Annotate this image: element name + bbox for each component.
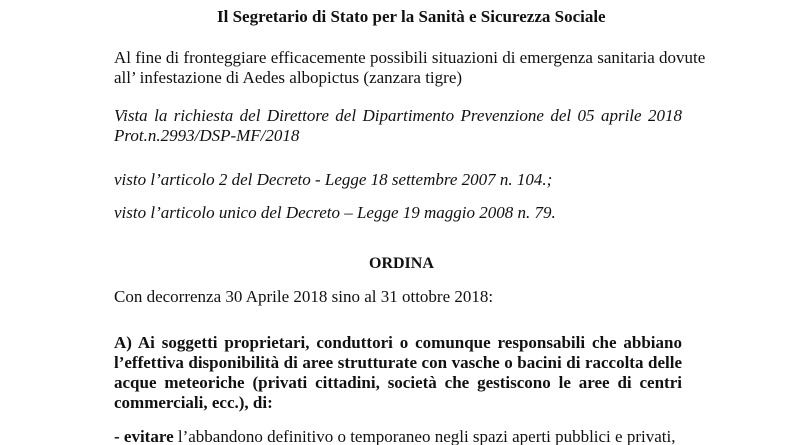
intro-line-1: Al fine di fronteggiare efficacemente possibili situazioni di emergenza sanitaria dovute	[114, 48, 706, 67]
section-heading: ORDINA	[369, 255, 434, 272]
bullet-marker: - evitare	[114, 427, 174, 445]
intro-line-2: all’ infestazione di Aedes albopictus (zanzara tigre)	[114, 68, 463, 87]
visto-line-1: visto l’articolo 2 del Decreto - Legge 18 settembre 2007 n. 104.;	[114, 170, 553, 189]
section-a-line-3: acque meteoriche (privati cittadini, società che gestiscono le aree di centri	[114, 373, 682, 392]
vista-line-1: Vista la richiesta del Direttore del Dipartimento Prevenzione del 05 aprile 2018	[114, 106, 682, 125]
bullet-line	[114, 428, 675, 445]
section-a-line-1: A) Ai soggetti proprietari, conduttori o comunque responsabili che abbiano	[114, 333, 682, 352]
document-title: Il Segretario di Stato per la Sanità e Sicurezza Sociale	[217, 7, 606, 26]
vista-line-2: Prot.n.2993/DSP-MF/2018	[114, 126, 300, 145]
section-a-line-2: l’effettiva disponibilità di aree strutturate con vasche o bacini di raccolta delle	[114, 353, 682, 372]
bullet-text: l’abbandono definitivo o temporaneo negli spazi aperti pubblici e privati,	[173, 427, 676, 445]
visto-line-2: visto l’articolo unico del Decreto – Legge 19 maggio 2008 n. 79.	[114, 203, 556, 222]
decorrenza-line: Con decorrenza 30 Aprile 2018 sino al 31 ottobre 2018:	[114, 287, 494, 306]
section-a-line-4: commerciali, ecc.), di:	[114, 393, 273, 412]
